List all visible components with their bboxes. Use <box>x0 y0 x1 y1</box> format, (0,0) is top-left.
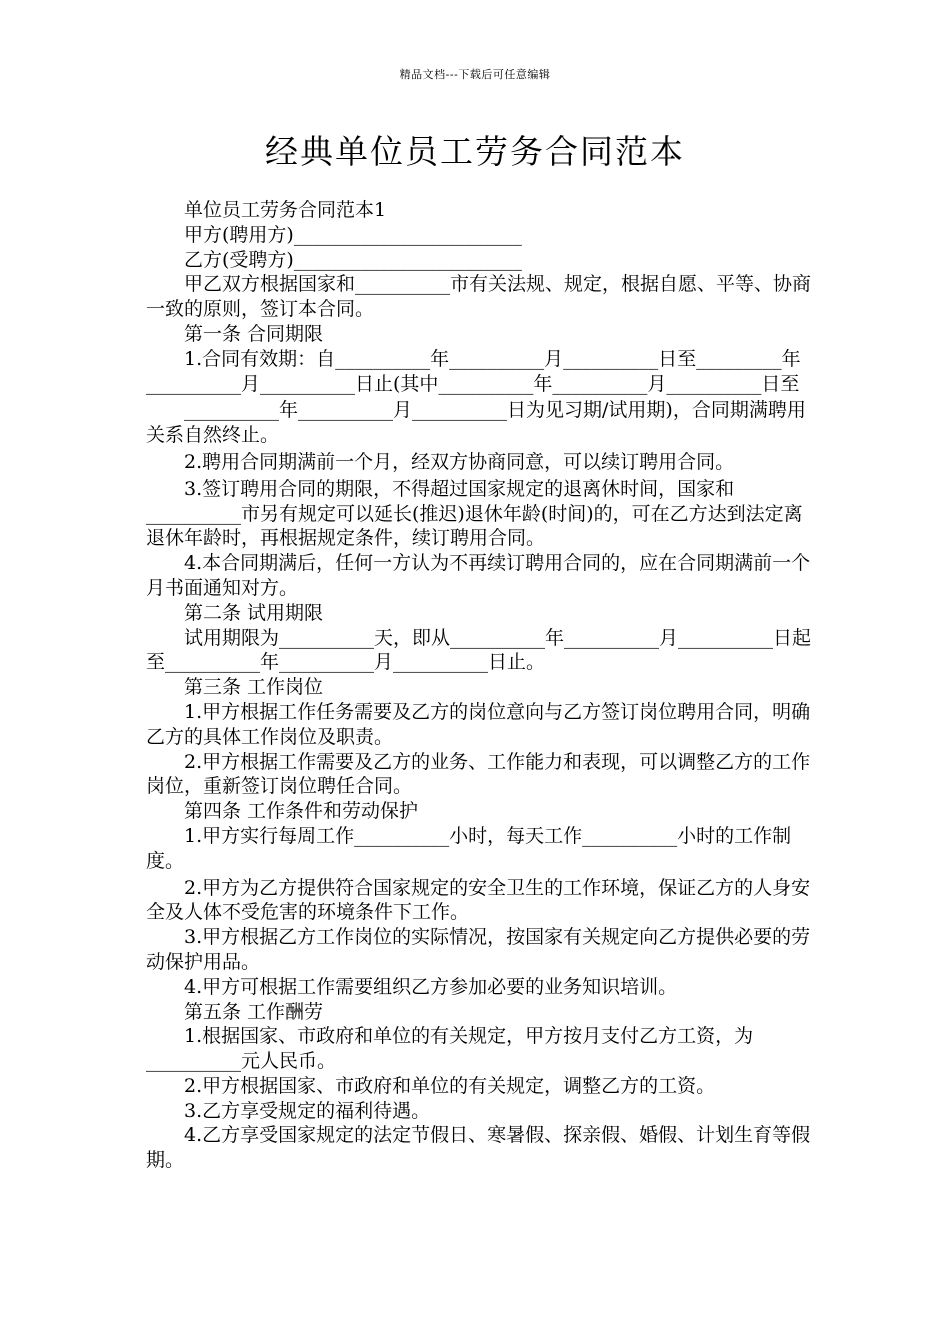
document-body <box>146 198 812 1173</box>
article-5-clause-3: 3.乙方享受规定的福利待遇。 <box>184 1099 431 1122</box>
article-1-clause-2: 2.聘用合同期满前一个月，经双方协商同意，可以续订聘用合同。 <box>184 450 735 473</box>
article-4-clause-2: 2.甲方为乙方提供符合国家规定的安全卫生的工作环境，保证乙方的人身安全及人体不受危害的环境条件下工作。 <box>146 876 811 924</box>
article-5-clause-1: 1.根据国家、市政府和单位的有关规定，甲方按月支付乙方工资，为__________元人民币。 <box>146 1025 754 1073</box>
party-a-line: 甲方(聘用方)________________________ <box>184 223 522 246</box>
article-5-heading: 第五条 工作酬劳 <box>184 1000 324 1023</box>
article-1-clause-1-cont: __________年__________月__________日为见习期/试用期)，合同期满聘用关系自然终止。 <box>146 399 806 447</box>
page-header-note: 精品文档---下载后可任意编辑 <box>399 68 551 81</box>
document-title: 经典单位员工劳务合同范本 <box>265 132 685 171</box>
article-1-clause-4: 4.本合同期满后，任何一方认为不再续订聘用合同的，应在合同期满前一个月书面通知对方。 <box>146 552 811 599</box>
article-2-clause: 试用期限为__________天，即从__________年__________月__________日起至__________年__________月__________日止。 <box>146 626 812 674</box>
article-4-clause-4: 4.甲方可根据工作需要组织乙方参加必要的业务知识培训。 <box>184 975 678 998</box>
article-1-heading: 第一条 合同期限 <box>184 322 324 345</box>
article-2-heading: 第二条 试用期限 <box>184 601 324 624</box>
article-5-clause-4: 4.乙方享受国家规定的法定节假日、寒暑假、探亲假、婚假、计划生育等假期。 <box>146 1124 811 1172</box>
article-5-clause-2: 2.甲方根据国家、市政府和单位的有关规定，调整乙方的工资。 <box>184 1074 716 1097</box>
article-3-heading: 第三条 工作岗位 <box>184 676 324 699</box>
article-4-clause-3: 3.甲方根据乙方工作岗位的实际情况，按国家有关规定向乙方提供必要的劳动保护用品。 <box>146 926 811 973</box>
article-4-clause-1: 1.甲方实行每周工作__________小时，每天工作__________小时的工作制度。 <box>146 824 792 872</box>
preamble-paragraph: 甲乙双方根据国家和__________市有关法规、规定，根据自愿、平等、协商一致的原则，签订本合同。 <box>146 273 812 321</box>
article-1-clause-1: 1.合同有效期：自__________年__________月__________日至_________年__________月__________日止(其中__________年__________月__________日至 <box>146 347 801 395</box>
party-b-line: 乙方(受聘方)________________________ <box>184 248 522 271</box>
article-3-clause-2: 2.甲方根据工作需要及乙方的业务、工作能力和表现，可以调整乙方的工作岗位，重新签订岗位聘任合同。 <box>146 750 811 798</box>
article-3-clause-1: 1.甲方根据工作任务需要及乙方的岗位意向与乙方签订岗位聘用合同，明确乙方的具体工作岗位及职责。 <box>146 700 811 748</box>
article-1-clause-3: 3.签订聘用合同的期限，不得超过国家规定的退离休时间，国家和__________市另有规定可以延长(推迟)退休年龄(时间)的，可在乙方达到法定离退休年龄时，再根据规定条件，续订聘用合同。 <box>146 477 803 550</box>
article-4-heading: 第四条 工作条件和劳动保护 <box>184 800 419 823</box>
contract-subtitle: 单位员工劳务合同范本1 <box>184 199 387 221</box>
